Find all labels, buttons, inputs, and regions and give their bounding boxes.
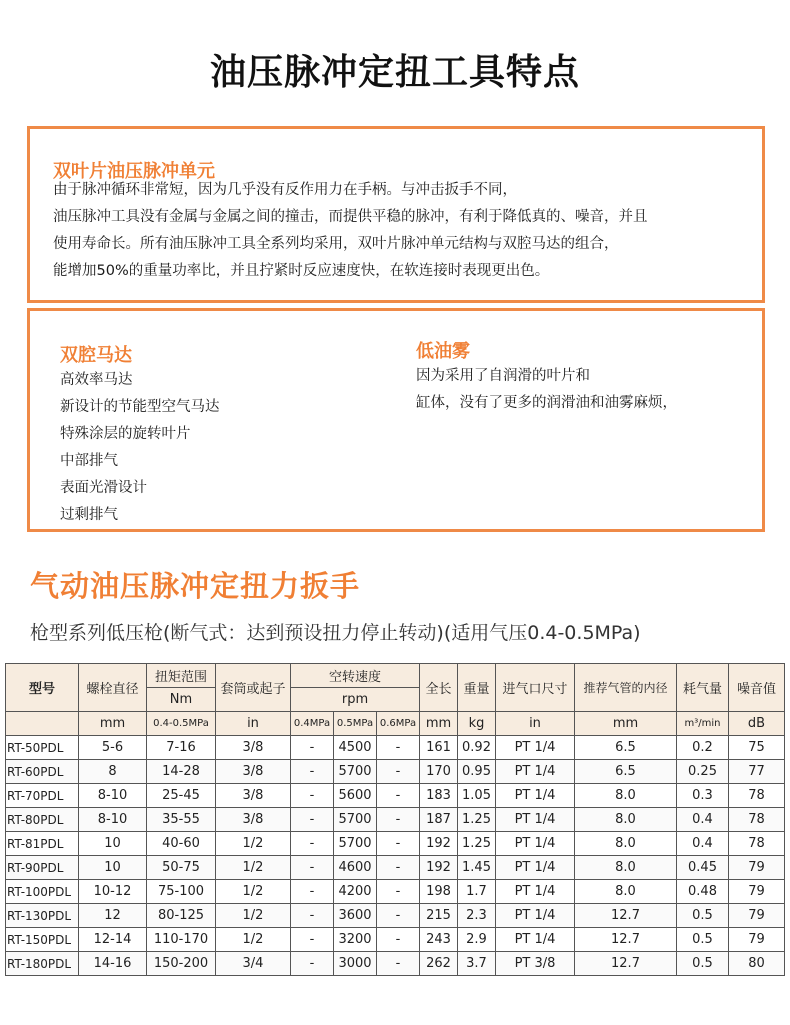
cell-inlet: PT 1/4 — [496, 784, 575, 808]
spec-rows — [6, 736, 785, 976]
header-torque: 扭矩范围 — [147, 664, 216, 688]
motor-line: 表面光滑设计 — [60, 480, 147, 496]
unit-speed-04: 0.4MPa — [291, 712, 334, 736]
cell-length: 183 — [420, 784, 458, 808]
cell-model: RT-50PDL — [6, 736, 79, 760]
table-row — [6, 808, 785, 832]
cell-speed-06: - — [377, 808, 420, 832]
section-title: 气动油压脉冲定扭力扳手 — [30, 569, 361, 603]
cell-noise: 79 — [729, 856, 785, 880]
cell-speed-05: 4500 — [334, 736, 377, 760]
cell-hose: 12.7 — [575, 904, 677, 928]
cell-speed-06: - — [377, 736, 420, 760]
cell-air: 0.5 — [677, 928, 729, 952]
unit-speed-06: 0.6MPa — [377, 712, 420, 736]
cell-bolt: 10 — [79, 832, 147, 856]
header-length: 全长 — [420, 664, 458, 712]
cell-noise: 77 — [729, 760, 785, 784]
table-row — [6, 736, 785, 760]
cell-length: 187 — [420, 808, 458, 832]
cell-torque: 35-55 — [147, 808, 216, 832]
cell-length: 243 — [420, 928, 458, 952]
cell-inlet: PT 1/4 — [496, 736, 575, 760]
cell-bolt: 8-10 — [79, 784, 147, 808]
cell-length: 192 — [420, 856, 458, 880]
spec-table — [5, 663, 785, 976]
oil-mist-line: 因为采用了自润滑的叶片和 — [416, 368, 590, 384]
cell-torque: 40-60 — [147, 832, 216, 856]
cell-model: RT-90PDL — [6, 856, 79, 880]
cell-model: RT-80PDL — [6, 808, 79, 832]
cell-length: 161 — [420, 736, 458, 760]
cell-model: RT-150PDL — [6, 928, 79, 952]
cell-socket: 3/4 — [216, 952, 291, 976]
motor-line: 特殊涂层的旋转叶片 — [60, 426, 191, 442]
header-model: 型号 — [6, 664, 79, 712]
cell-noise: 78 — [729, 832, 785, 856]
header-socket: 套筒或起子 — [216, 664, 291, 712]
cell-weight: 1.05 — [458, 784, 496, 808]
header-speed-unit: rpm — [291, 688, 420, 712]
cell-air: 0.5 — [677, 904, 729, 928]
cell-bolt: 14-16 — [79, 952, 147, 976]
cell-speed-06: - — [377, 856, 420, 880]
cell-model: RT-100PDL — [6, 880, 79, 904]
cell-length: 170 — [420, 760, 458, 784]
section-subtitle: 枪型系列低压枪(断气式：达到预设扭力停止转动)(适用气压0.4-0.5MPa) — [30, 622, 641, 644]
cell-speed-05: 5700 — [334, 808, 377, 832]
unit-weight: kg — [458, 712, 496, 736]
unit-hose: mm — [575, 712, 677, 736]
cell-weight: 2.9 — [458, 928, 496, 952]
table-row — [6, 784, 785, 808]
cell-socket: 1/2 — [216, 880, 291, 904]
unit-torque: 0.4-0.5MPa — [147, 712, 216, 736]
cell-speed-04: - — [291, 808, 334, 832]
cell-length: 192 — [420, 832, 458, 856]
header-hose: 推荐气管的内径 — [575, 664, 677, 712]
cell-hose: 8.0 — [575, 880, 677, 904]
cell-bolt: 10-12 — [79, 880, 147, 904]
motor-box — [27, 308, 765, 532]
cell-inlet: PT 1/4 — [496, 856, 575, 880]
cell-speed-05: 3600 — [334, 904, 377, 928]
cell-socket: 1/2 — [216, 832, 291, 856]
cell-bolt: 12 — [79, 904, 147, 928]
cell-speed-05: 3200 — [334, 928, 377, 952]
oil-mist-column — [416, 337, 677, 417]
cell-model: RT-60PDL — [6, 760, 79, 784]
cell-inlet: PT 1/4 — [496, 832, 575, 856]
cell-air: 0.45 — [677, 856, 729, 880]
table-row — [6, 832, 785, 856]
oil-mist-heading: 低油雾 — [416, 341, 470, 362]
cell-length: 262 — [420, 952, 458, 976]
cell-weight: 1.45 — [458, 856, 496, 880]
cell-speed-06: - — [377, 760, 420, 784]
cell-noise: 79 — [729, 904, 785, 928]
cell-inlet: PT 1/4 — [496, 880, 575, 904]
cell-socket: 3/8 — [216, 760, 291, 784]
motor-line: 新设计的节能型空气马达 — [60, 399, 220, 415]
cell-hose: 6.5 — [575, 736, 677, 760]
cell-weight: 1.7 — [458, 880, 496, 904]
feature-heading: 双叶片油压脉冲单元 — [53, 161, 215, 182]
cell-speed-05: 5700 — [334, 760, 377, 784]
header-weight: 重量 — [458, 664, 496, 712]
header-speed: 空转速度 — [291, 664, 420, 688]
cell-hose: 12.7 — [575, 928, 677, 952]
oil-mist-line: 缸体，没有了更多的润滑油和油雾麻烦， — [416, 395, 677, 411]
cell-speed-04: - — [291, 904, 334, 928]
cell-speed-05: 5600 — [334, 784, 377, 808]
motor-heading: 双腔马达 — [60, 345, 132, 366]
table-row — [6, 760, 785, 784]
cell-torque: 80-125 — [147, 904, 216, 928]
cell-inlet: PT 1/4 — [496, 760, 575, 784]
header-inlet: 进气口尺寸 — [496, 664, 575, 712]
cell-torque: 7-16 — [147, 736, 216, 760]
cell-speed-04: - — [291, 928, 334, 952]
cell-speed-06: - — [377, 784, 420, 808]
cell-model: RT-130PDL — [6, 904, 79, 928]
cell-noise: 79 — [729, 928, 785, 952]
cell-torque: 75-100 — [147, 880, 216, 904]
header-bolt: 螺栓直径 — [79, 664, 147, 712]
motor-line: 高效率马达 — [60, 372, 133, 388]
cell-weight: 1.25 — [458, 832, 496, 856]
header-noise: 噪音值 — [729, 664, 785, 712]
cell-air: 0.48 — [677, 880, 729, 904]
cell-bolt: 12-14 — [79, 928, 147, 952]
feature-box — [27, 126, 765, 303]
cell-weight: 3.7 — [458, 952, 496, 976]
cell-torque: 25-45 — [147, 784, 216, 808]
feature-text — [53, 177, 753, 285]
cell-speed-05: 4200 — [334, 880, 377, 904]
page-title: 油压脉冲定扭工具特点 — [209, 52, 580, 93]
cell-speed-06: - — [377, 952, 420, 976]
cell-noise: 75 — [729, 736, 785, 760]
cell-air: 0.4 — [677, 832, 729, 856]
cell-speed-06: - — [377, 880, 420, 904]
unit-noise: dB — [729, 712, 785, 736]
cell-socket: 3/8 — [216, 736, 291, 760]
table-row — [6, 928, 785, 952]
cell-model: RT-70PDL — [6, 784, 79, 808]
cell-bolt: 5-6 — [79, 736, 147, 760]
table-row — [6, 880, 785, 904]
cell-inlet: PT 3/8 — [496, 952, 575, 976]
cell-weight: 0.95 — [458, 760, 496, 784]
table-row — [6, 904, 785, 928]
cell-weight: 1.25 — [458, 808, 496, 832]
unit-air: m³/min — [677, 712, 729, 736]
feature-line: 油压脉冲工具没有金属与金属之间的撞击，而提供平稳的脉冲，有利于降低真的、噪音，并且 — [53, 209, 648, 225]
cell-inlet: PT 1/4 — [496, 928, 575, 952]
cell-air: 0.4 — [677, 808, 729, 832]
cell-noise: 79 — [729, 880, 785, 904]
cell-hose: 12.7 — [575, 952, 677, 976]
cell-torque: 14-28 — [147, 760, 216, 784]
header-air: 耗气量 — [677, 664, 729, 712]
cell-weight: 0.92 — [458, 736, 496, 760]
cell-socket: 1/2 — [216, 904, 291, 928]
cell-speed-04: - — [291, 784, 334, 808]
cell-speed-04: - — [291, 736, 334, 760]
cell-model: RT-180PDL — [6, 952, 79, 976]
cell-hose: 8.0 — [575, 856, 677, 880]
cell-inlet: PT 1/4 — [496, 904, 575, 928]
cell-hose: 8.0 — [575, 808, 677, 832]
unit-inlet: in — [496, 712, 575, 736]
cell-length: 215 — [420, 904, 458, 928]
cell-air: 0.2 — [677, 736, 729, 760]
motor-line: 过剩排气 — [60, 507, 118, 523]
cell-torque: 110-170 — [147, 928, 216, 952]
cell-hose: 8.0 — [575, 784, 677, 808]
cell-noise: 78 — [729, 808, 785, 832]
cell-hose: 8.0 — [575, 832, 677, 856]
table-row — [6, 856, 785, 880]
cell-speed-05: 4600 — [334, 856, 377, 880]
feature-line: 由于脉冲循环非常短，因为几乎没有反作用力在手柄。与冲击扳手不同， — [53, 182, 517, 198]
cell-air: 0.5 — [677, 952, 729, 976]
feature-line: 使用寿命长。所有油压脉冲工具全系列均采用，双叶片脉冲单元结构与双腔马达的组合， — [53, 236, 619, 252]
cell-speed-04: - — [291, 832, 334, 856]
cell-length: 198 — [420, 880, 458, 904]
cell-speed-06: - — [377, 928, 420, 952]
cell-noise: 80 — [729, 952, 785, 976]
cell-speed-05: 5700 — [334, 832, 377, 856]
cell-torque: 150-200 — [147, 952, 216, 976]
motor-column — [60, 341, 220, 529]
cell-bolt: 8 — [79, 760, 147, 784]
cell-speed-06: - — [377, 832, 420, 856]
cell-bolt: 10 — [79, 856, 147, 880]
cell-noise: 78 — [729, 784, 785, 808]
cell-speed-05: 3000 — [334, 952, 377, 976]
table-row — [6, 952, 785, 976]
unit-socket: in — [216, 712, 291, 736]
cell-speed-04: - — [291, 856, 334, 880]
cell-speed-04: - — [291, 952, 334, 976]
unit-bolt: mm — [79, 712, 147, 736]
unit-speed-05: 0.5MPa — [334, 712, 377, 736]
cell-socket: 1/2 — [216, 928, 291, 952]
cell-socket: 3/8 — [216, 808, 291, 832]
cell-weight: 2.3 — [458, 904, 496, 928]
motor-line: 中部排气 — [60, 453, 118, 469]
cell-air: 0.3 — [677, 784, 729, 808]
cell-bolt: 8-10 — [79, 808, 147, 832]
cell-socket: 3/8 — [216, 784, 291, 808]
header-torque-unit: Nm — [147, 688, 216, 712]
cell-socket: 1/2 — [216, 856, 291, 880]
cell-speed-04: - — [291, 760, 334, 784]
cell-speed-06: - — [377, 904, 420, 928]
cell-hose: 6.5 — [575, 760, 677, 784]
cell-model: RT-81PDL — [6, 832, 79, 856]
unit-model — [6, 712, 79, 736]
feature-line: 能增加50%的重量功率比，并且拧紧时反应速度快，在软连接时表现更出色。 — [53, 263, 550, 279]
cell-speed-04: - — [291, 880, 334, 904]
cell-air: 0.25 — [677, 760, 729, 784]
cell-inlet: PT 1/4 — [496, 808, 575, 832]
cell-torque: 50-75 — [147, 856, 216, 880]
unit-length: mm — [420, 712, 458, 736]
